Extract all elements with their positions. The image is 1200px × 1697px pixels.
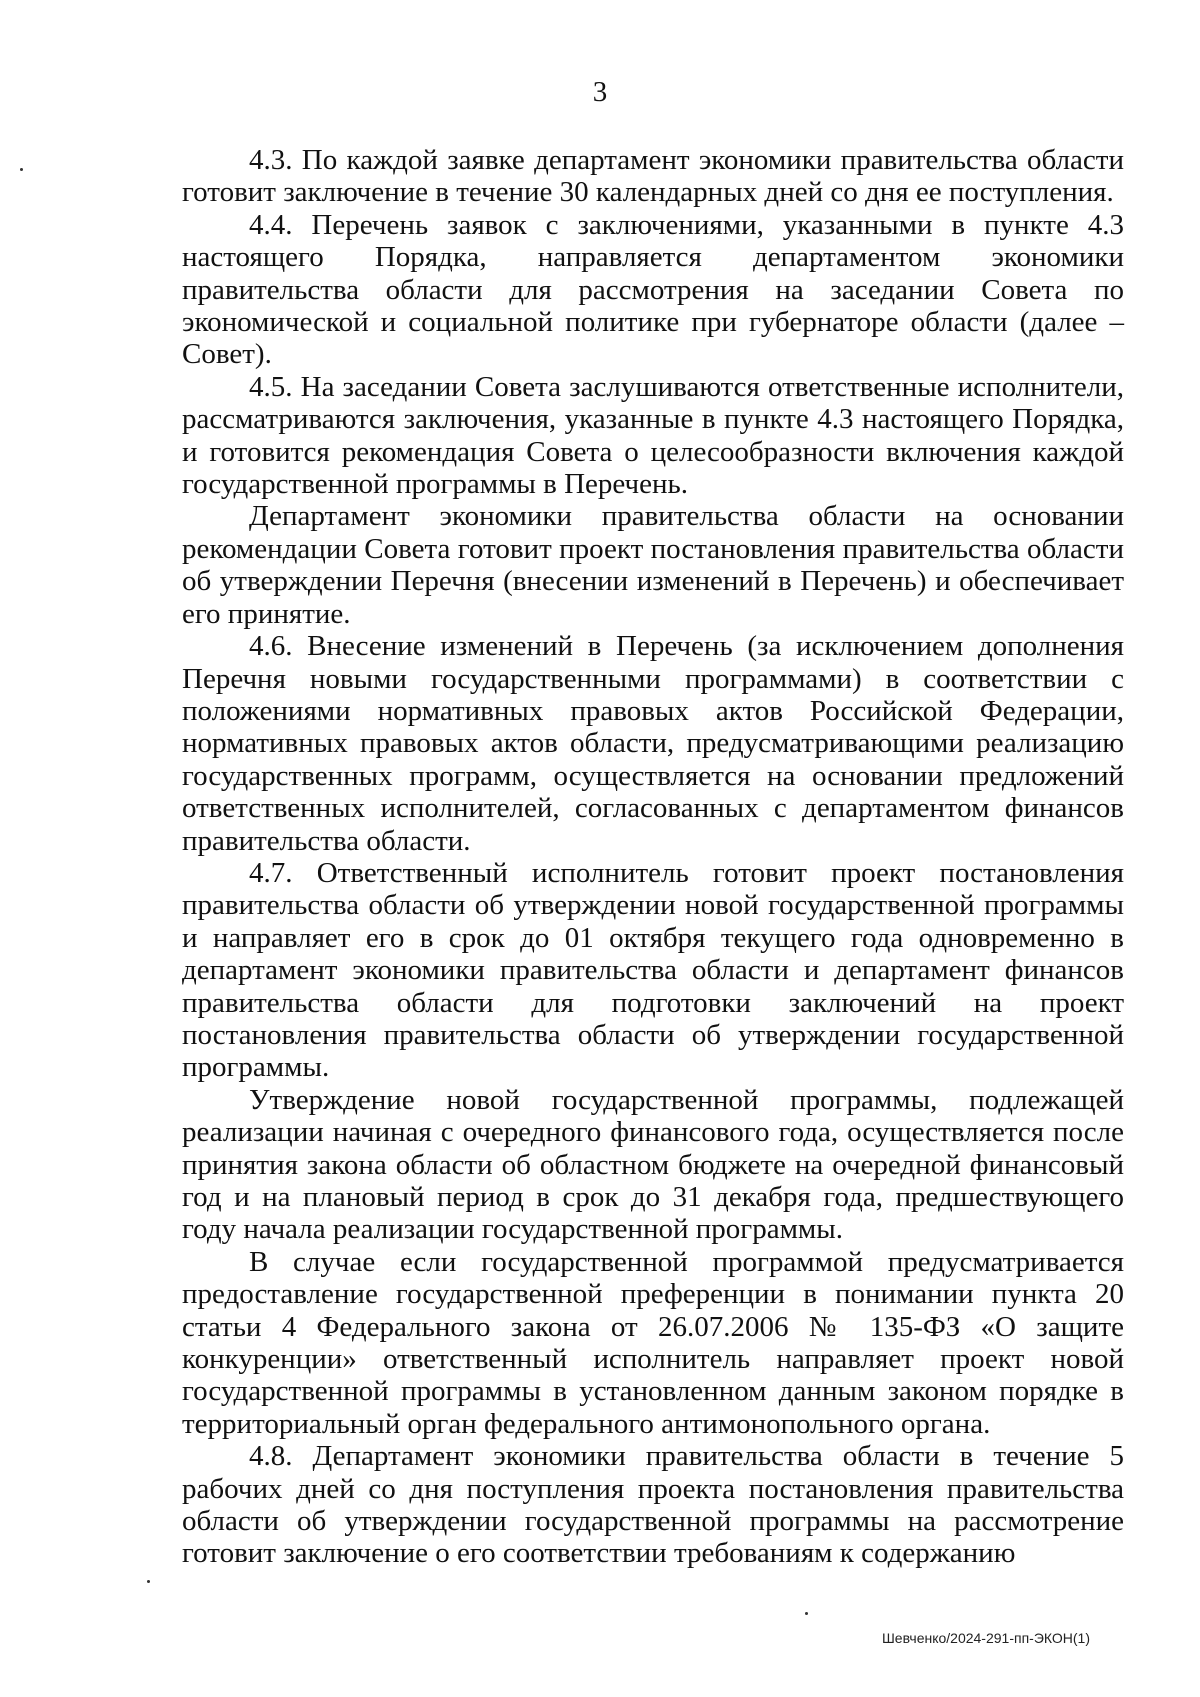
- paragraph-4-7: 4.7. Ответственный исполнитель готовит проект постановления правительства области об утверждении новой государственной программы и направляет его в срок до 01 октября текущего года одновременно в департамент экономики правительства области и департамент финансов правительства области для подготовки заключений на проект постановления правительства области об утверждении государственной программы.: [182, 856, 1124, 1084]
- paragraph-4-7-approval: Утверждение новой государственной программы, подлежащей реализации начиная с очередного финансового года, осуществляется после принятия закона области об областном бюджете на очередной финансовый год и на плановый период в срок до 31 декабря года, предшествующего году начала реализации государственной программы.: [182, 1083, 1124, 1246]
- scan-speck: [147, 1580, 150, 1583]
- paragraph-4-8: 4.8. Департамент экономики правительства области в течение 5 рабочих дней со дня поступления проекта постановления правительства области об утверждении государственной программы на рассмотрение готовит заключение о его соответствии требованиям к содержанию: [182, 1440, 1124, 1570]
- paragraph-4-3: 4.3. По каждой заявке департамент экономики правительства области готовит заключение в течение 30 календарных дней со дня ее поступления.: [182, 144, 1124, 209]
- paragraph-4-4: 4.4. Перечень заявок с заключениями, указанными в пункте 4.3 настоящего Порядка, направляется департаментом экономики правительства области для рассмотрения на заседании Совета по экономической и социальной политике при губернаторе области (далее – Совет).: [182, 208, 1124, 371]
- page-number: 3: [592, 76, 608, 108]
- paragraph-4-5-continued: Департамент экономики правительства области на основании рекомендации Совета готовит проект постановления правительства области об утверждении Перечня (внесении изменений в Перечень) и обеспечивает его принятие.: [182, 500, 1124, 630]
- paragraph-4-5: 4.5. На заседании Совета заслушиваются ответственные исполнители, рассматриваются заключения, указанные в пункте 4.3 настоящего Порядка, и готовится рекомендация Совета о целесообразности включения каждой государственной программы в Перечень.: [182, 370, 1124, 501]
- paragraph-4-6: 4.6. Внесение изменений в Перечень (за исключением дополнения Перечня новыми государственными программами) в соответствии с положениями нормативных правовых актов Российской Федерации, нормативных правовых актов области, предусматривающими реализацию государственных программ, осуществляется на основании предложений ответственных исполнителей, согласованных с департаментом финансов правительства области.: [182, 630, 1124, 857]
- document-body: [182, 144, 1124, 1570]
- paragraph-4-7-preference: В случае если государственной программой предусматривается предоставление государственной преференции в понимании пункта 20 статьи 4 Федерального закона от 26.07.2006 № 135-ФЗ «О защите конкуренции» ответственный исполнитель направляет проект новой государственной программы в установленном данным законом порядке в территориальный орган федерального антимонопольного органа.: [182, 1245, 1124, 1440]
- footer-document-code: Шевченко/2024-291-пп-ЭКОН(1): [881, 1630, 1090, 1646]
- scan-speck: [20, 168, 23, 171]
- scan-speck: [805, 1612, 808, 1615]
